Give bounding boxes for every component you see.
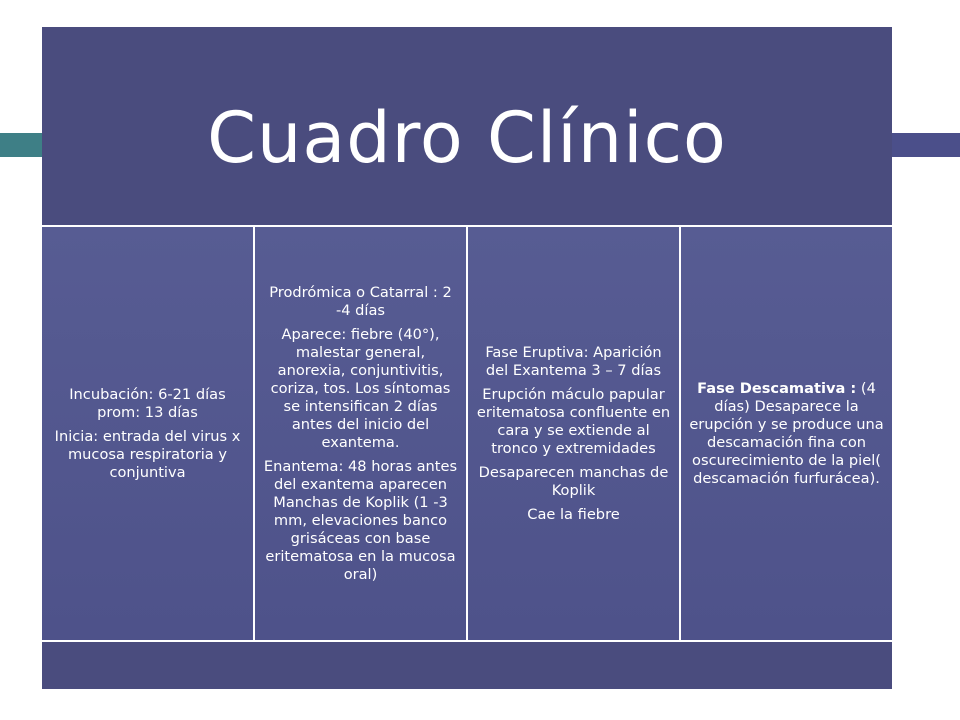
- cell-text: Fase Eruptiva: Aparición del Exantema 3 – 7 días: [485, 343, 662, 379]
- cell-text: Inicia: entrada del virus x mucosa respiratoria y conjuntiva: [54, 427, 241, 481]
- stages-table: [42, 225, 892, 642]
- cell-prodromica: [255, 227, 468, 640]
- accent-bar-right: [880, 133, 960, 157]
- cell-descamativa: [681, 227, 892, 640]
- slide: [42, 27, 892, 689]
- cell-text: Aparece: fiebre (40°), malestar general, anorexia, conjuntivitis, coriza, tos. Los síntomas se intensifican 2 días antes del inicio del exantema.: [270, 325, 451, 451]
- cell-bold-lead: Fase Descamativa :: [697, 379, 857, 397]
- cell-text: Desaparecen manchas de Koplik: [478, 463, 669, 499]
- cell-text: [688, 380, 885, 488]
- cell-incubacion: [42, 227, 255, 640]
- slide-title: Cuadro Clínico: [207, 97, 727, 179]
- cell-eruptiva: [468, 227, 681, 640]
- cell-text: Enantema: 48 horas antes del exantema aparecen Manchas de Koplik (1 -3 mm, elevaciones banco grisáceas con base eritematosa en la mucosa oral): [263, 457, 458, 583]
- cell-text: Incubación: 6-21 días prom: 13 días: [69, 385, 226, 421]
- cell-text: Cae la fiebre: [527, 505, 620, 523]
- cell-body: (4 días) Desaparece la erupción y se produce una descamación fina con oscurecimiento de la piel( descamación furfurácea).: [689, 379, 884, 487]
- cell-text: Erupción máculo papular eritematosa confluente en cara y se extiende al tronco y extremidades: [476, 385, 671, 457]
- cell-text: Prodrómica o Catarral : 2 -4 días: [269, 283, 452, 319]
